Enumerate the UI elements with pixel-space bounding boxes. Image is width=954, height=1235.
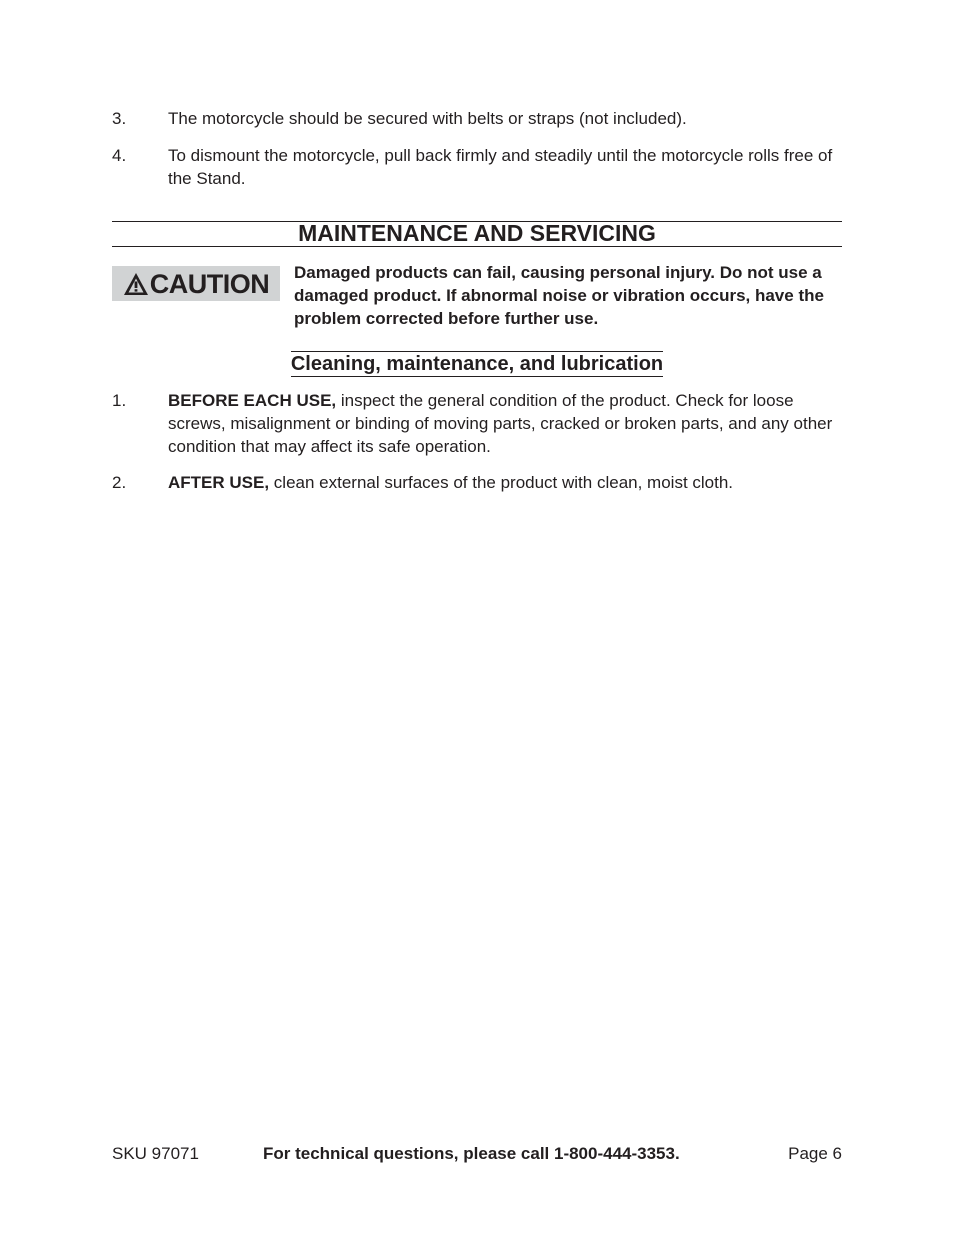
caution-badge <box>112 266 280 301</box>
step-number: 2. <box>112 473 127 492</box>
step-lead: BEFORE EACH USE, <box>168 391 337 410</box>
list-item <box>112 389 844 458</box>
step-text: To dismount the motorcycle, pull back firmly and steadily until the motorcycle rolls free of the Stand. <box>168 146 833 188</box>
list-item <box>112 107 844 130</box>
footer-page-number: Page 6 <box>788 1144 842 1163</box>
subsection-title: Cleaning, maintenance, and lubrication <box>290 353 664 375</box>
step-number: 4. <box>112 146 127 165</box>
footer-support: For technical questions, please call 1-800-444-3353. <box>263 1144 680 1163</box>
step-lead: AFTER USE, <box>168 473 270 492</box>
list-item <box>112 471 844 494</box>
step-text <box>168 471 844 494</box>
caution-message: Damaged products can fail, causing personal injury. Do not use a damaged product. If abnormal noise or vibration occurs, have the problem corrected before further use. <box>294 263 824 328</box>
step-body: clean external surfaces of the product with clean, moist cloth. <box>269 473 734 492</box>
step-text: The motorcycle should be secured with belts or straps (not included). <box>168 109 687 128</box>
step-number: 3. <box>112 109 127 128</box>
step-text <box>168 389 844 458</box>
section-title: MAINTENANCE AND SERVICING <box>298 220 656 246</box>
footer-sku: SKU 97071 <box>112 1144 199 1163</box>
list-item <box>112 144 844 190</box>
step-body: inspect the general condition of the product. Check for loose screws, misalignment or binding of moving parts, cracked or broken parts, and any other condition that may affect its safe operation. <box>168 391 833 456</box>
section-header <box>112 221 842 247</box>
warning-triangle-icon <box>123 272 149 296</box>
step-number: 1. <box>112 391 127 410</box>
caution-label: CAUTION <box>149 268 270 299</box>
subheading-container <box>112 351 842 377</box>
